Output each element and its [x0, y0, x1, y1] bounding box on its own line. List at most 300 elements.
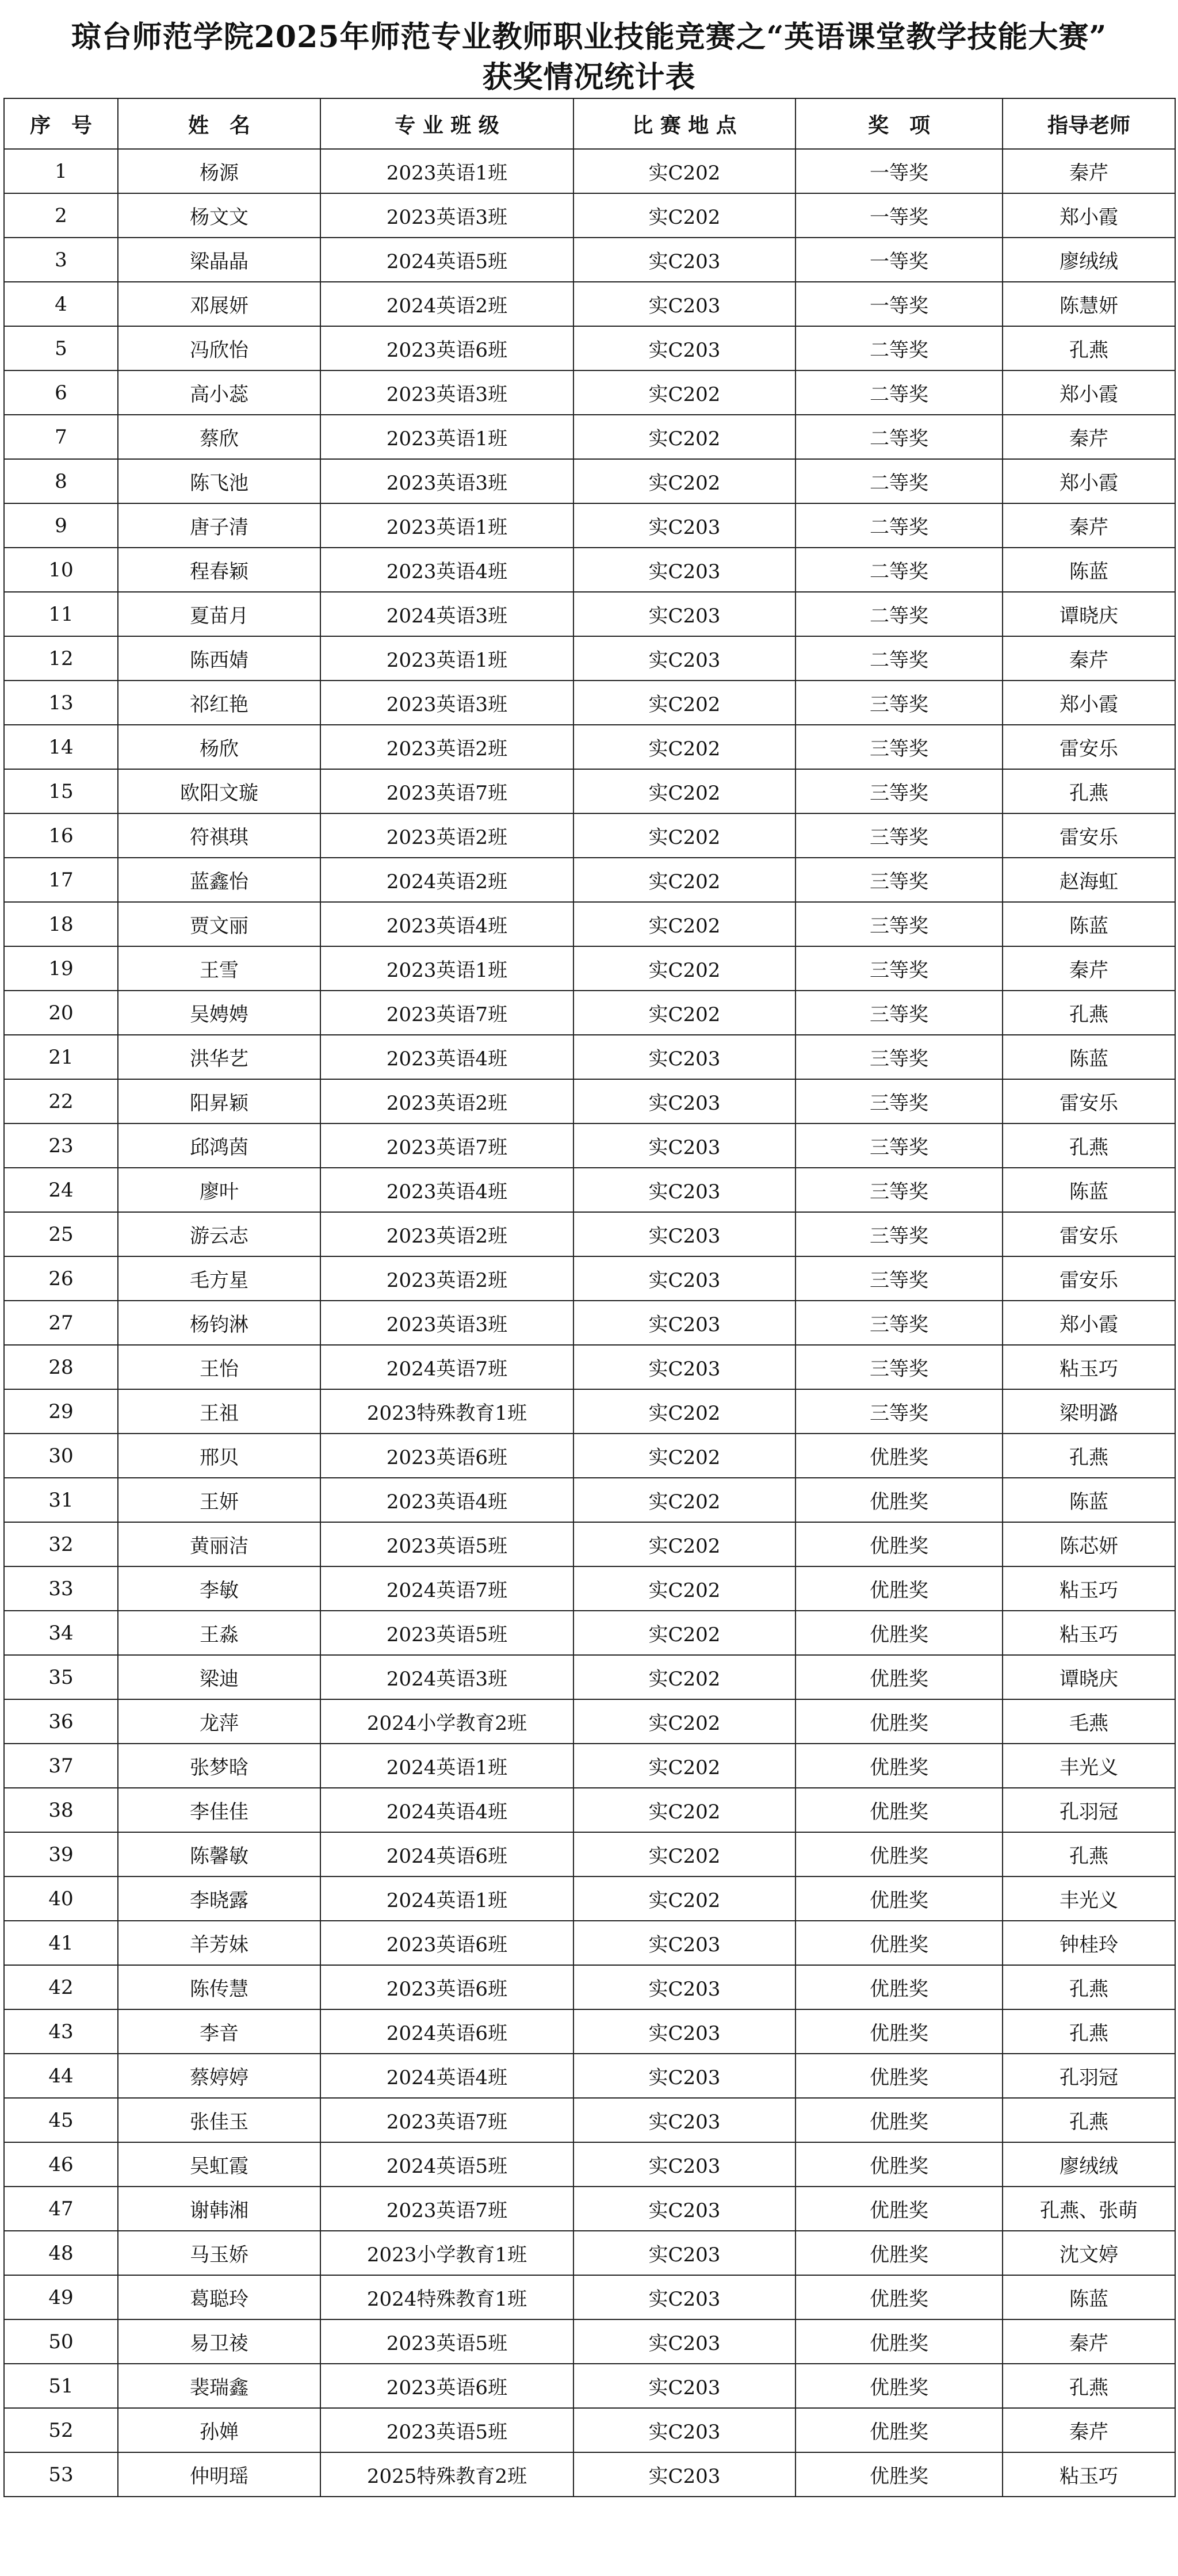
cell-advisor: 粘玉巧: [1003, 1566, 1175, 1611]
table-row: [4, 592, 1175, 636]
cell-name: 王祖: [118, 1389, 320, 1434]
table-row: [4, 1389, 1175, 1434]
cell-name: 龙萍: [118, 1699, 320, 1744]
cell-class: 2023英语7班: [320, 1123, 573, 1168]
cell-advisor: 粘玉巧: [1003, 1345, 1175, 1389]
cell-venue: 实C202: [573, 1788, 795, 1832]
cell-name: 马玉娇: [118, 2231, 320, 2275]
cell-venue: 实C203: [573, 1345, 795, 1389]
cell-award: 优胜奖: [795, 2009, 1003, 2054]
cell-class: 2023英语5班: [320, 1611, 573, 1655]
table-row: [4, 2098, 1175, 2142]
cell-advisor: 孔燕、张萌: [1003, 2187, 1175, 2231]
cell-venue: 实C203: [573, 2408, 795, 2452]
cell-number: 39: [4, 1832, 118, 1876]
table-body: [4, 149, 1175, 2497]
cell-venue: 实C203: [573, 2098, 795, 2142]
cell-venue: 实C202: [573, 902, 795, 946]
cell-venue: 实C203: [573, 1168, 795, 1212]
cell-class: 2023英语6班: [320, 1434, 573, 1478]
cell-award: 一等奖: [795, 282, 1003, 326]
cell-name: 陈传慧: [118, 1965, 320, 2009]
cell-number: 3: [4, 238, 118, 282]
cell-advisor: 谭晓庆: [1003, 1655, 1175, 1699]
cell-class: 2023英语3班: [320, 681, 573, 725]
cell-venue: 实C203: [573, 2364, 795, 2408]
cell-advisor: 谭晓庆: [1003, 592, 1175, 636]
cell-advisor: 粘玉巧: [1003, 2452, 1175, 2497]
cell-award: 优胜奖: [795, 2187, 1003, 2231]
cell-advisor: 秦芹: [1003, 415, 1175, 459]
cell-class: 2023英语6班: [320, 2364, 573, 2408]
cell-number: 1: [4, 149, 118, 193]
cell-venue: 实C203: [573, 282, 795, 326]
cell-award: 三等奖: [795, 858, 1003, 902]
cell-name: 冯欣怡: [118, 326, 320, 370]
cell-name: 祁红艳: [118, 681, 320, 725]
cell-number: 7: [4, 415, 118, 459]
cell-advisor: 孔燕: [1003, 2009, 1175, 2054]
table-row: [4, 548, 1175, 592]
table-row: [4, 1478, 1175, 1522]
cell-venue: 实C202: [573, 946, 795, 991]
cell-number: 16: [4, 813, 118, 858]
cell-advisor: 廖绒绒: [1003, 238, 1175, 282]
cell-name: 贾文丽: [118, 902, 320, 946]
cell-award: 二等奖: [795, 415, 1003, 459]
cell-advisor: 郑小霞: [1003, 459, 1175, 503]
cell-venue: 实C203: [573, 548, 795, 592]
cell-advisor: 孔燕: [1003, 991, 1175, 1035]
cell-award: 二等奖: [795, 548, 1003, 592]
cell-number: 37: [4, 1744, 118, 1788]
cell-class: 2023英语3班: [320, 1301, 573, 1345]
cell-award: 三等奖: [795, 1123, 1003, 1168]
table-row: [4, 2275, 1175, 2319]
cell-class: 2023特殊教育1班: [320, 1389, 573, 1434]
table-row: [4, 1876, 1175, 1921]
cell-award: 三等奖: [795, 946, 1003, 991]
cell-venue: 实C203: [573, 326, 795, 370]
table-row: [4, 1744, 1175, 1788]
cell-name: 高小蕊: [118, 370, 320, 415]
cell-number: 15: [4, 769, 118, 813]
table-row: [4, 1832, 1175, 1876]
cell-award: 优胜奖: [795, 2142, 1003, 2187]
cell-name: 邢贝: [118, 1434, 320, 1478]
cell-number: 46: [4, 2142, 118, 2187]
cell-award: 二等奖: [795, 592, 1003, 636]
table-row: [4, 415, 1175, 459]
table-row: [4, 1788, 1175, 1832]
cell-class: 2023英语1班: [320, 636, 573, 681]
cell-class: 2024英语5班: [320, 238, 573, 282]
cell-number: 28: [4, 1345, 118, 1389]
table-row: [4, 2408, 1175, 2452]
cell-award: 三等奖: [795, 991, 1003, 1035]
cell-name: 杨钧淋: [118, 1301, 320, 1345]
cell-award: 二等奖: [795, 459, 1003, 503]
cell-name: 张梦晗: [118, 1744, 320, 1788]
cell-class: 2023英语7班: [320, 2187, 573, 2231]
cell-name: 王怡: [118, 1345, 320, 1389]
cell-advisor: 郑小霞: [1003, 370, 1175, 415]
cell-venue: 实C202: [573, 1699, 795, 1744]
cell-class: 2024英语3班: [320, 592, 573, 636]
cell-advisor: 雷安乐: [1003, 1212, 1175, 1256]
cell-venue: 实C202: [573, 1832, 795, 1876]
cell-number: 11: [4, 592, 118, 636]
header-cell-number: 序 号: [4, 98, 118, 149]
table-row: [4, 1079, 1175, 1123]
cell-name: 蔡婷婷: [118, 2054, 320, 2098]
cell-number: 34: [4, 1611, 118, 1655]
cell-number: 44: [4, 2054, 118, 2098]
cell-number: 38: [4, 1788, 118, 1832]
cell-award: 优胜奖: [795, 2098, 1003, 2142]
cell-advisor: 孔燕: [1003, 769, 1175, 813]
cell-advisor: 孔羽冠: [1003, 2054, 1175, 2098]
cell-advisor: 丰光义: [1003, 1744, 1175, 1788]
table-row: [4, 2009, 1175, 2054]
cell-advisor: 毛燕: [1003, 1699, 1175, 1744]
cell-award: 一等奖: [795, 238, 1003, 282]
cell-name: 吴虹霞: [118, 2142, 320, 2187]
cell-class: 2023英语6班: [320, 326, 573, 370]
cell-name: 梁晶晶: [118, 238, 320, 282]
table-row: [4, 2187, 1175, 2231]
cell-advisor: 郑小霞: [1003, 1301, 1175, 1345]
cell-venue: 实C202: [573, 858, 795, 902]
cell-award: 三等奖: [795, 1256, 1003, 1301]
cell-venue: 实C203: [573, 238, 795, 282]
cell-class: 2023英语4班: [320, 1035, 573, 1079]
table-row: [4, 1434, 1175, 1478]
cell-venue: 实C202: [573, 1522, 795, 1566]
table-row: [4, 503, 1175, 548]
cell-name: 游云志: [118, 1212, 320, 1256]
cell-award: 三等奖: [795, 1389, 1003, 1434]
table-row: [4, 1168, 1175, 1212]
table-row: [4, 2054, 1175, 2098]
cell-name: 李晓露: [118, 1876, 320, 1921]
cell-class: 2024英语6班: [320, 1832, 573, 1876]
cell-number: 40: [4, 1876, 118, 1921]
table-row: [4, 1655, 1175, 1699]
cell-venue: 实C203: [573, 1079, 795, 1123]
cell-name: 张佳玉: [118, 2098, 320, 2142]
table-row: [4, 238, 1175, 282]
cell-name: 李音: [118, 2009, 320, 2054]
cell-class: 2024特殊教育1班: [320, 2275, 573, 2319]
cell-award: 优胜奖: [795, 1876, 1003, 1921]
cell-name: 唐子清: [118, 503, 320, 548]
cell-number: 14: [4, 725, 118, 769]
cell-venue: 实C203: [573, 2054, 795, 2098]
cell-name: 孙婵: [118, 2408, 320, 2452]
cell-venue: 实C202: [573, 1744, 795, 1788]
table-row: [4, 2142, 1175, 2187]
cell-venue: 实C203: [573, 1921, 795, 1965]
cell-number: 4: [4, 282, 118, 326]
table-row: [4, 1035, 1175, 1079]
cell-class: 2023英语7班: [320, 769, 573, 813]
cell-name: 程春颖: [118, 548, 320, 592]
cell-number: 48: [4, 2231, 118, 2275]
document-title: 琼台师范学院2025年师范专业教师职业技能竞赛之“英语课堂教学技能大赛”: [71, 20, 1107, 55]
cell-venue: 实C202: [573, 193, 795, 238]
cell-class: 2023英语4班: [320, 1168, 573, 1212]
cell-number: 10: [4, 548, 118, 592]
cell-award: 一等奖: [795, 193, 1003, 238]
cell-award: 三等奖: [795, 813, 1003, 858]
cell-award: 二等奖: [795, 636, 1003, 681]
cell-advisor: 丰光义: [1003, 1876, 1175, 1921]
cell-number: 24: [4, 1168, 118, 1212]
table-row: [4, 946, 1175, 991]
cell-class: 2024英语7班: [320, 1566, 573, 1611]
cell-class: 2023英语1班: [320, 946, 573, 991]
cell-venue: 实C203: [573, 503, 795, 548]
cell-advisor: 陈蓝: [1003, 1168, 1175, 1212]
cell-venue: 实C203: [573, 2231, 795, 2275]
cell-class: 2023小学教育1班: [320, 2231, 573, 2275]
table-row: [4, 681, 1175, 725]
cell-name: 吴娉娉: [118, 991, 320, 1035]
cell-class: 2024英语7班: [320, 1345, 573, 1389]
header-cell-name: 姓 名: [118, 98, 320, 149]
cell-venue: 实C202: [573, 1876, 795, 1921]
cell-advisor: 郑小霞: [1003, 193, 1175, 238]
cell-name: 王淼: [118, 1611, 320, 1655]
cell-name: 洪华艺: [118, 1035, 320, 1079]
cell-number: 41: [4, 1921, 118, 1965]
table-row: [4, 1345, 1175, 1389]
cell-name: 廖叶: [118, 1168, 320, 1212]
table-row: [4, 1256, 1175, 1301]
cell-class: 2025特殊教育2班: [320, 2452, 573, 2497]
cell-award: 三等奖: [795, 681, 1003, 725]
cell-venue: 实C203: [573, 1035, 795, 1079]
title-block: [0, 0, 1178, 98]
cell-class: 2024英语4班: [320, 1788, 573, 1832]
cell-name: 陈馨敏: [118, 1832, 320, 1876]
table-row: [4, 193, 1175, 238]
cell-venue: 实C202: [573, 769, 795, 813]
cell-award: 三等奖: [795, 1212, 1003, 1256]
table-row: [4, 2319, 1175, 2364]
cell-advisor: 陈蓝: [1003, 1478, 1175, 1522]
cell-venue: 实C202: [573, 725, 795, 769]
table-header: [4, 98, 1175, 149]
cell-name: 王妍: [118, 1478, 320, 1522]
cell-number: 5: [4, 326, 118, 370]
cell-award: 三等奖: [795, 1168, 1003, 1212]
cell-award: 优胜奖: [795, 1921, 1003, 1965]
cell-award: 优胜奖: [795, 2452, 1003, 2497]
cell-number: 9: [4, 503, 118, 548]
cell-venue: 实C203: [573, 2142, 795, 2187]
table-row: [4, 1921, 1175, 1965]
table-row: [4, 1699, 1175, 1744]
cell-name: 夏苗月: [118, 592, 320, 636]
table-row: [4, 769, 1175, 813]
cell-advisor: 秦芹: [1003, 503, 1175, 548]
cell-number: 21: [4, 1035, 118, 1079]
document-subtitle: 获奖情况统计表: [482, 60, 696, 95]
cell-name: 蓝鑫怡: [118, 858, 320, 902]
cell-name: 谢韩湘: [118, 2187, 320, 2231]
cell-name: 邓展妍: [118, 282, 320, 326]
cell-award: 优胜奖: [795, 1832, 1003, 1876]
cell-name: 杨欣: [118, 725, 320, 769]
cell-class: 2024英语2班: [320, 858, 573, 902]
cell-name: 杨文文: [118, 193, 320, 238]
cell-class: 2023英语4班: [320, 548, 573, 592]
table-row: [4, 459, 1175, 503]
cell-award: 优胜奖: [795, 2319, 1003, 2364]
cell-award: 二等奖: [795, 503, 1003, 548]
cell-advisor: 粘玉巧: [1003, 1611, 1175, 1655]
cell-award: 优胜奖: [795, 1655, 1003, 1699]
cell-class: 2024英语2班: [320, 282, 573, 326]
cell-class: 2023英语2班: [320, 1256, 573, 1301]
header-cell-venue: 比 赛 地 点: [573, 98, 795, 149]
cell-award: 优胜奖: [795, 1522, 1003, 1566]
cell-advisor: 陈芯妍: [1003, 1522, 1175, 1566]
cell-class: 2023英语7班: [320, 2098, 573, 2142]
cell-name: 欧阳文璇: [118, 769, 320, 813]
cell-venue: 实C203: [573, 1301, 795, 1345]
cell-class: 2023英语3班: [320, 193, 573, 238]
cell-number: 27: [4, 1301, 118, 1345]
table-row: [4, 1123, 1175, 1168]
cell-award: 优胜奖: [795, 2231, 1003, 2275]
cell-venue: 实C203: [573, 2187, 795, 2231]
cell-award: 三等奖: [795, 1079, 1003, 1123]
cell-venue: 实C202: [573, 681, 795, 725]
cell-class: 2024英语3班: [320, 1655, 573, 1699]
cell-number: 20: [4, 991, 118, 1035]
cell-class: 2023英语4班: [320, 902, 573, 946]
cell-class: 2023英语3班: [320, 459, 573, 503]
cell-venue: 实C202: [573, 1566, 795, 1611]
table-row: [4, 282, 1175, 326]
cell-award: 优胜奖: [795, 2408, 1003, 2452]
cell-advisor: 沈文婷: [1003, 2231, 1175, 2275]
cell-class: 2023英语7班: [320, 991, 573, 1035]
cell-class: 2024英语1班: [320, 1744, 573, 1788]
cell-class: 2023英语5班: [320, 2408, 573, 2452]
cell-number: 43: [4, 2009, 118, 2054]
cell-venue: 实C202: [573, 1389, 795, 1434]
cell-advisor: 郑小霞: [1003, 681, 1175, 725]
cell-award: 优胜奖: [795, 2275, 1003, 2319]
table-row: [4, 1522, 1175, 1566]
cell-name: 李敏: [118, 1566, 320, 1611]
table-row: [4, 902, 1175, 946]
cell-venue: 实C203: [573, 1212, 795, 1256]
cell-name: 陈飞池: [118, 459, 320, 503]
cell-number: 17: [4, 858, 118, 902]
cell-number: 50: [4, 2319, 118, 2364]
cell-advisor: 秦芹: [1003, 2319, 1175, 2364]
awards-table: [3, 98, 1176, 2497]
cell-class: 2023英语1班: [320, 149, 573, 193]
cell-class: 2023英语6班: [320, 1921, 573, 1965]
cell-class: 2023英语6班: [320, 1965, 573, 2009]
cell-name: 杨源: [118, 149, 320, 193]
cell-award: 三等奖: [795, 902, 1003, 946]
cell-advisor: 廖绒绒: [1003, 2142, 1175, 2187]
cell-number: 26: [4, 1256, 118, 1301]
cell-name: 黄丽洁: [118, 1522, 320, 1566]
table-row: [4, 725, 1175, 769]
cell-award: 优胜奖: [795, 1744, 1003, 1788]
cell-venue: 实C202: [573, 991, 795, 1035]
cell-class: 2023英语1班: [320, 415, 573, 459]
cell-venue: 实C203: [573, 2009, 795, 2054]
header-row: [4, 98, 1175, 149]
cell-number: 42: [4, 1965, 118, 2009]
cell-advisor: 秦芹: [1003, 946, 1175, 991]
cell-award: 三等奖: [795, 1301, 1003, 1345]
cell-number: 22: [4, 1079, 118, 1123]
table-row: [4, 636, 1175, 681]
cell-class: 2023英语2班: [320, 725, 573, 769]
cell-award: 二等奖: [795, 326, 1003, 370]
cell-number: 30: [4, 1434, 118, 1478]
cell-name: 羊芳妹: [118, 1921, 320, 1965]
header-cell-advisor: 指导老师: [1003, 98, 1175, 149]
table-row: [4, 813, 1175, 858]
table-row: [4, 1212, 1175, 1256]
cell-venue: 实C202: [573, 813, 795, 858]
table-row: [4, 370, 1175, 415]
cell-class: 2024英语6班: [320, 2009, 573, 2054]
cell-number: 12: [4, 636, 118, 681]
cell-venue: 实C203: [573, 1123, 795, 1168]
cell-award: 一等奖: [795, 149, 1003, 193]
table-row: [4, 858, 1175, 902]
cell-class: 2023英语5班: [320, 1522, 573, 1566]
cell-advisor: 孔燕: [1003, 2364, 1175, 2408]
cell-number: 51: [4, 2364, 118, 2408]
cell-award: 优胜奖: [795, 2054, 1003, 2098]
cell-advisor: 梁明潞: [1003, 1389, 1175, 1434]
cell-number: 31: [4, 1478, 118, 1522]
table-row: [4, 2364, 1175, 2408]
cell-name: 王雪: [118, 946, 320, 991]
cell-venue: 实C203: [573, 592, 795, 636]
table-row: [4, 2452, 1175, 2497]
cell-advisor: 孔燕: [1003, 1832, 1175, 1876]
cell-class: 2023英语4班: [320, 1478, 573, 1522]
cell-venue: 实C202: [573, 1434, 795, 1478]
cell-award: 优胜奖: [795, 1965, 1003, 2009]
cell-venue: 实C202: [573, 1611, 795, 1655]
cell-award: 优胜奖: [795, 1611, 1003, 1655]
cell-advisor: 孔燕: [1003, 1434, 1175, 1478]
cell-award: 三等奖: [795, 1345, 1003, 1389]
cell-name: 仲明瑶: [118, 2452, 320, 2497]
cell-class: 2024英语4班: [320, 2054, 573, 2098]
cell-advisor: 孔燕: [1003, 1123, 1175, 1168]
cell-venue: 实C203: [573, 1256, 795, 1301]
cell-class: 2023英语5班: [320, 2319, 573, 2364]
cell-advisor: 雷安乐: [1003, 813, 1175, 858]
cell-name: 毛方星: [118, 1256, 320, 1301]
